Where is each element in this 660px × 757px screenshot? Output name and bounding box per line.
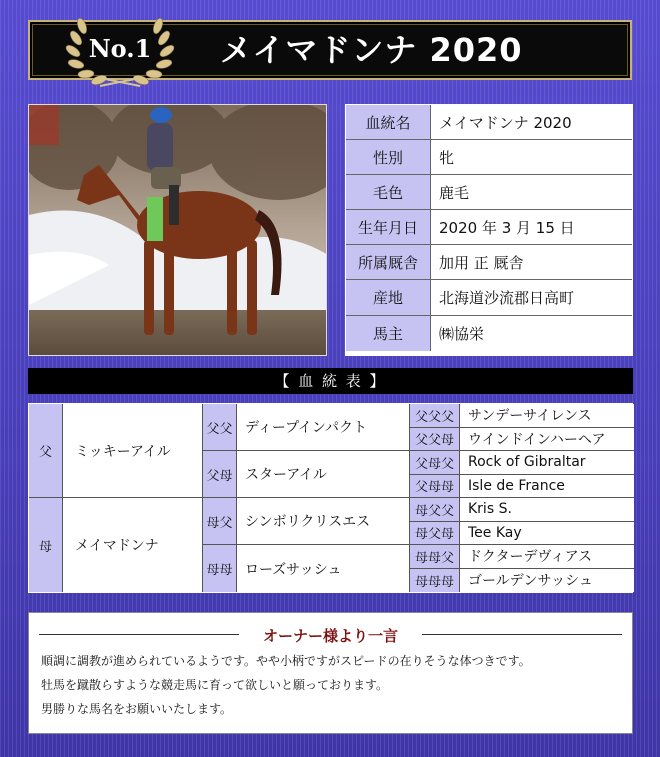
- info-label: 所属厩舎: [346, 245, 431, 279]
- gen3-label: 母母母: [410, 569, 460, 593]
- gen3-name: Kris S.: [460, 498, 634, 522]
- info-label: 性別: [346, 140, 431, 174]
- gen2-label: 父父: [203, 404, 237, 451]
- gen3-name: Rock of Gibraltar: [460, 451, 634, 475]
- info-row-birthdate: [346, 210, 632, 245]
- divider: [422, 634, 622, 635]
- pedigree-heading: 【 血 統 表 】: [28, 368, 633, 394]
- rank-label: No.1: [88, 34, 152, 63]
- sire-label: 父: [29, 404, 63, 498]
- gen3-name: Tee Kay: [460, 522, 634, 546]
- sire-name: ミッキーアイル: [63, 404, 203, 498]
- owner-message-body: [41, 649, 622, 721]
- info-row-stable: [346, 245, 632, 280]
- gen3-name: ゴールデンサッシュ: [460, 569, 634, 593]
- gen2-label: 父母: [203, 451, 237, 498]
- message-line: 牡馬を蹴散らすような競走馬に育って欲しいと願っております。: [41, 678, 389, 692]
- info-label: 産地: [346, 280, 431, 314]
- gen2-name: ディープインパクト: [237, 404, 410, 451]
- gen3-name: ウインドインハーヘア: [460, 428, 634, 452]
- gen3-name: ドクターデヴィアス: [460, 545, 634, 569]
- dam-name: メイマドンナ: [63, 498, 203, 592]
- info-label: 生年月日: [346, 210, 431, 244]
- info-value: 2020 年 3 月 15 日: [431, 210, 632, 244]
- owner-message-title-row: [39, 625, 622, 643]
- info-row-bloodline: [346, 105, 632, 140]
- info-value: 北海道沙流郡日高町: [431, 280, 632, 314]
- horse-info-table: [345, 104, 633, 356]
- info-label: 血統名: [346, 105, 431, 139]
- gen2-name: ローズサッシュ: [237, 545, 410, 592]
- owner-message-title: オーナー様より一言: [257, 627, 404, 645]
- gen2-label: 母父: [203, 498, 237, 545]
- gen2-name: スターアイル: [237, 451, 410, 498]
- dam-label: 母: [29, 498, 63, 592]
- info-value: 鹿毛: [431, 175, 632, 209]
- info-label: 毛色: [346, 175, 431, 209]
- owner-message-box: [28, 612, 633, 734]
- gen3-name: サンデーサイレンス: [460, 404, 634, 428]
- gen3-name: Isle de France: [460, 475, 634, 499]
- gen3-label: 母父父: [410, 498, 460, 522]
- gen3-label: 母母父: [410, 545, 460, 569]
- divider: [39, 634, 239, 635]
- page-title: メイマドンナ 2020: [220, 31, 523, 69]
- info-row-origin: [346, 280, 632, 315]
- horse-photo-image: [29, 105, 327, 356]
- info-row-coat: [346, 175, 632, 210]
- gen3-label: 父母母: [410, 475, 460, 499]
- gen3-label: 父父母: [410, 428, 460, 452]
- horse-photo: [28, 104, 327, 356]
- info-value: 加用 正 厩舎: [431, 245, 632, 279]
- info-value: ㈱協栄: [431, 316, 632, 351]
- pedigree-table: [28, 403, 633, 593]
- message-line: 順調に調教が進められているようです。やや小柄ですがスピードの在りそうな体つきです。: [41, 654, 531, 668]
- info-value: メイマドンナ 2020: [431, 105, 632, 139]
- gen2-label: 母母: [203, 545, 237, 592]
- info-value: 牝: [431, 140, 632, 174]
- info-row-owner: [346, 316, 632, 351]
- info-row-sex: [346, 140, 632, 175]
- info-label: 馬主: [346, 316, 431, 351]
- gen3-label: 母父母: [410, 522, 460, 546]
- gen2-name: シンボリクリスエス: [237, 498, 410, 545]
- gen3-label: 父母父: [410, 451, 460, 475]
- header-banner: [28, 20, 632, 80]
- gen3-label: 父父父: [410, 404, 460, 428]
- message-line: 男勝りな馬名をお願いいたします。: [41, 702, 233, 716]
